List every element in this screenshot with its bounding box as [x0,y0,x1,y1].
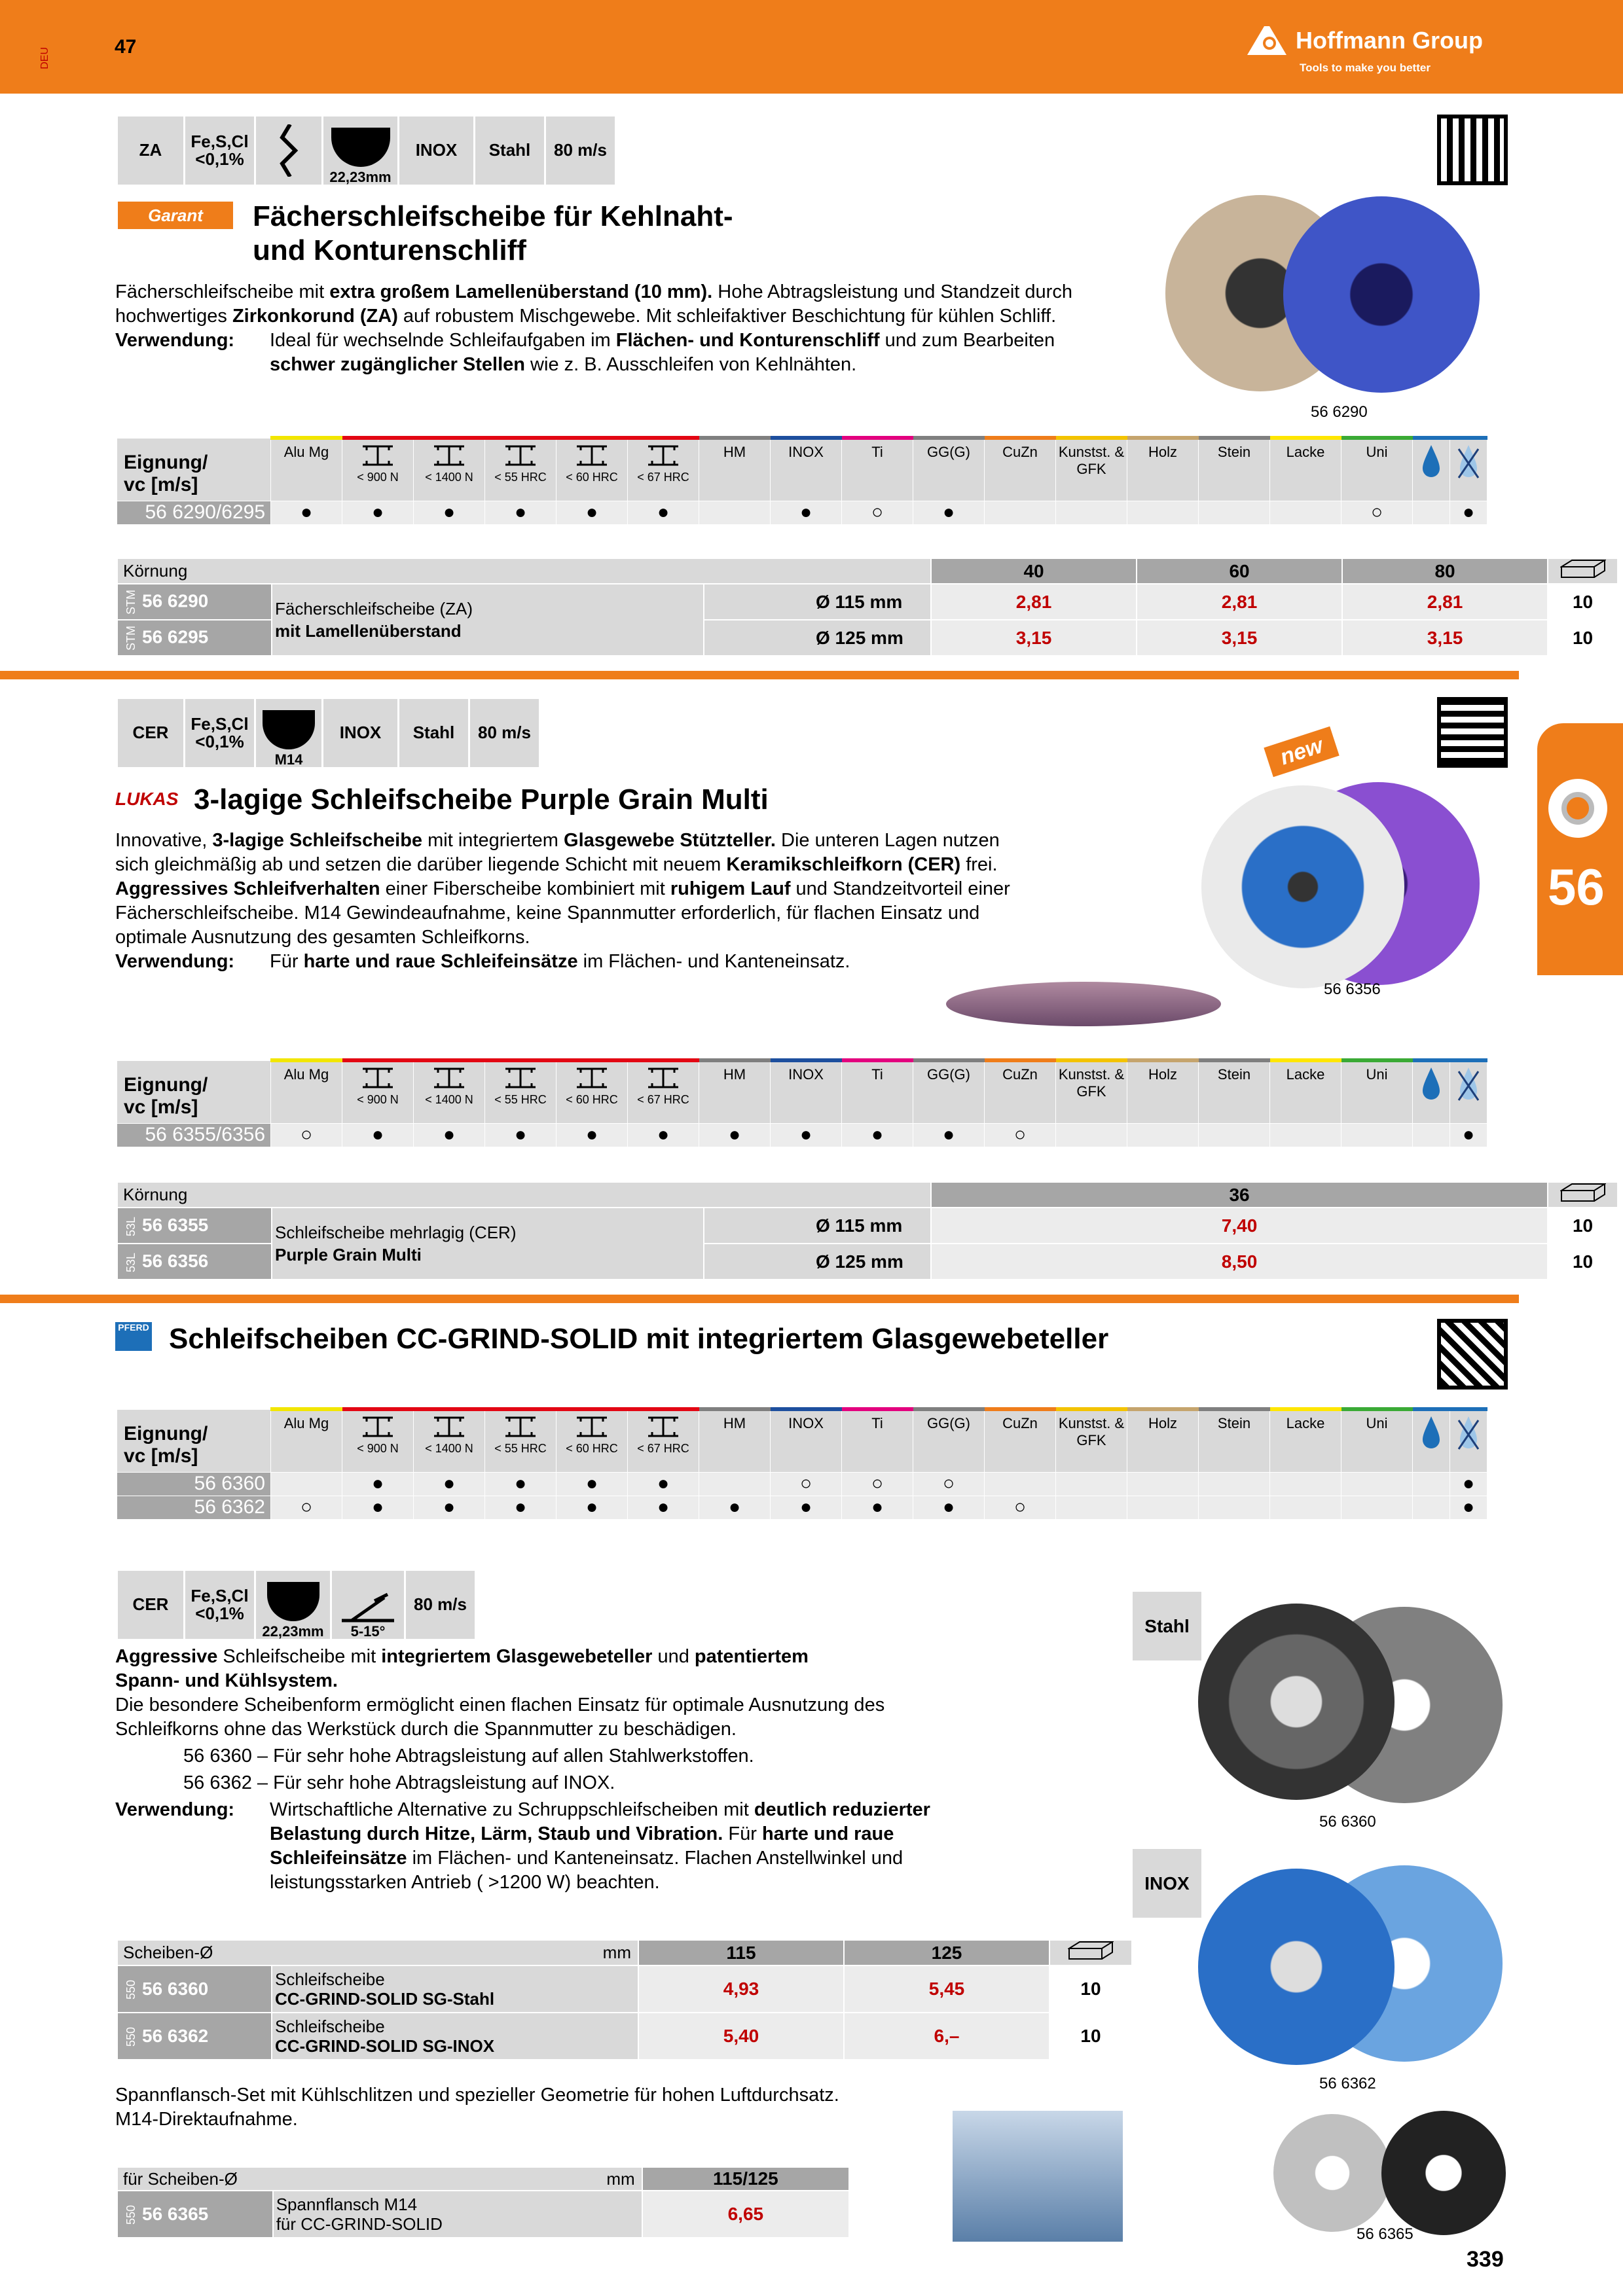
dia-115: Ø 115 mm [704,1208,931,1244]
suitability-grid [117,1407,1487,1520]
drop-icon [1420,1066,1442,1102]
suitability-dot [1127,1496,1199,1519]
tag-fe: Fe,S,Cl <0,1% [185,1571,254,1639]
section3-tags [118,1571,475,1639]
image-caption-566362: 56 6362 [1319,2075,1376,2092]
section2-title: 3-lagige Schleifscheibe Purple Grain Multi [194,783,769,816]
coolant-col [1413,1409,1450,1472]
dia-125: Ø 125 mm [704,620,931,656]
dia-115: Ø 115 mm [704,584,931,620]
suitability-dot: ● [628,1496,699,1519]
suitability-col: GG(G) [913,1060,985,1123]
tag-shape [256,117,321,185]
steel-beam-icon [431,444,467,467]
price-table-3 [117,1939,1133,2060]
suitability-col: INOX [771,1409,842,1472]
suitability-dot: ● [699,1123,771,1147]
suitability-dot: ● [342,1496,414,1519]
label-stahl: Stahl [1133,1592,1201,1660]
flange-description: Spannflansch-Set mit Kühlschlitzen und spezieller Geometrie für hohen Luftdurchsatz. M14-Direktaufnahme. [115,2085,839,2130]
suitability-dot: ○ [1341,501,1413,524]
size-115: 115 [638,1940,844,1965]
suitability-dot: ● [1450,1472,1487,1496]
size-115-125: 115/125 [642,2167,849,2191]
suitability-dot: ○ [771,1472,842,1496]
suitability-col: INOX [771,1060,842,1123]
suitability-dot [1199,1496,1270,1519]
product-side-view [946,982,1221,1026]
suitability-label: Eignung/ vc [m/s] [117,1060,271,1123]
coolant-col [1450,438,1487,501]
image-caption-566356: 56 6356 [1324,980,1381,998]
suitability-col: CuZn [985,1409,1056,1472]
suitability-dot [1341,1496,1413,1519]
drop-crossed-icon [1457,444,1480,479]
image-caption-566290: 56 6290 [1311,403,1368,421]
pack-qty: 10 [1548,620,1618,656]
suitability-col: Holz [1127,1409,1199,1472]
suitability-col: Alu Mg [271,438,342,501]
suitability-col: < 60 HRC [556,438,628,501]
product-desc: Spannflansch M14 für CC-GRIND-SOLID [273,2191,642,2238]
coolant-col [1413,438,1450,501]
product-desc: Fächerschleifscheibe (ZA) mit Lamellenüberstand [272,584,704,656]
suitability-dot: ● [556,1123,628,1147]
suitability-col: < 67 HRC [628,438,699,501]
suitability-dot: ● [342,1472,414,1496]
suitability-dot [699,501,771,524]
drop-crossed-icon [1457,1066,1480,1102]
section1-tags [118,117,615,185]
dia-label: Scheiben-Ø mm [117,1940,638,1965]
suitability-dot [1341,1123,1413,1147]
tag-speed: 80 m/s [470,699,539,767]
tag-fe: Fe,S,Cl <0,1% [185,117,254,185]
steel-beam-icon [574,1066,610,1090]
suitability-dot: ● [414,1472,485,1496]
grinding-disc-icon [1548,779,1607,838]
steel-beam-icon [360,444,395,467]
price: 3,15 [1342,620,1548,656]
tag-stahl: Stahl [475,117,544,185]
suitability-dot [1341,1472,1413,1496]
suitability-article: 56 6362 [117,1496,271,1519]
suitability-dot: ● [485,1472,556,1496]
pack-qty: 10 [1548,1208,1618,1244]
suitability-dot [1127,1123,1199,1147]
new-badge: new [1264,726,1339,777]
suitability-grid [117,1058,1487,1147]
qr-code-icon[interactable] [1437,115,1508,185]
hoffmann-logo-icon [1247,24,1293,58]
suitability-dot [1413,1472,1450,1496]
suitability-col: < 60 HRC [556,1409,628,1472]
tag-inox: INOX [399,117,473,185]
tag-stahl: Stahl [399,699,468,767]
suitability-dot: ● [485,501,556,524]
product-image-566360-front [1198,1604,1395,1800]
product-desc: Schleifscheibe mehrlagig (CER) Purple Grain Multi [272,1208,704,1280]
price-table-4 [117,2166,850,2238]
tag-bore: 22,23mm [323,117,397,185]
suitability-dot [1270,1496,1341,1519]
suitability-col: < 67 HRC [628,1060,699,1123]
article-566362[interactable]: 550 56 6362 [117,2013,272,2060]
section1-title: Fächerschleifscheibe für Kehlnaht- und Konturenschliff [253,200,733,266]
price: 8,50 [931,1244,1548,1280]
suitability-dot: ● [1450,1496,1487,1519]
pack-icon [1548,558,1618,584]
suitability-dot: ● [1450,1123,1487,1147]
suitability-article: 56 6355/6356 [117,1123,271,1147]
suitability-table-1 [117,436,1487,525]
suitability-dot [699,1472,771,1496]
suitability-dot: ● [913,501,985,524]
suitability-col: Ti [842,438,913,501]
brand-tagline: Tools to make you better [1300,62,1431,74]
suitability-col: < 900 N [342,1409,414,1472]
suitability-col: INOX [771,438,842,501]
product-image-566365-a [1273,2114,1391,2232]
grain-60: 60 [1137,558,1342,584]
grain-label: Körnung [117,1182,931,1208]
suitability-dot [1270,501,1341,524]
garant-logo: Garant [118,202,233,229]
price-table-1 [117,558,1618,656]
steel-beam-icon [646,1066,681,1090]
suitability-article: 56 6360 [117,1472,271,1496]
tag-bore: M14 [256,699,321,767]
suitability-dot: ● [842,1123,913,1147]
label-inox: INOX [1133,1849,1201,1918]
suitability-dot: ● [699,1496,771,1519]
suitability-dot: ○ [913,1472,985,1496]
suitability-dot [1056,1496,1127,1519]
drop-icon [1420,1415,1442,1450]
price-table-2 [117,1181,1618,1280]
suitability-dot [985,501,1056,524]
suitability-table-3 [117,1407,1487,1520]
qr-code-icon[interactable] [1437,697,1508,768]
tag-fe: Fe,S,Cl <0,1% [185,699,254,767]
steel-beam-icon [646,444,681,467]
suitability-dot [1270,1472,1341,1496]
steel-beam-icon [574,444,610,467]
brand-logo [1247,24,1483,58]
tag-grain: ZA [118,117,183,185]
suitability-dot: ● [342,1123,414,1147]
article-566360[interactable]: 550 56 6360 [117,1965,272,2013]
suitability-col: < 67 HRC [628,1409,699,1472]
suitability-col: Holz [1127,438,1199,501]
suitability-dot: ● [913,1123,985,1147]
price: 3,15 [931,620,1137,656]
pack-qty: 10 [1548,584,1618,620]
suitability-dot: ● [913,1496,985,1519]
suitability-dot: ● [414,501,485,524]
article-566355[interactable]: 53L 56 6355 [117,1208,272,1244]
pack-qty: 10 [1548,1244,1618,1280]
suitability-col: CuZn [985,438,1056,501]
suitability-col: Lacke [1270,1409,1341,1472]
suitability-dot: ● [628,501,699,524]
pack-icon [1049,1940,1132,1965]
price: 5,45 [844,1965,1049,2013]
suitability-dot [1413,501,1450,524]
suitability-col: < 60 HRC [556,1060,628,1123]
suitability-col: Holz [1127,1060,1199,1123]
suitability-dot [1056,1123,1127,1147]
brand-name: Hoffmann Group [1296,27,1483,54]
suitability-dot: ● [342,501,414,524]
suitability-dot: ○ [842,1472,913,1496]
suitability-col: Uni [1341,1409,1413,1472]
grain-80: 80 [1342,558,1548,584]
suitability-dot: ○ [842,501,913,524]
suitability-col: < 1400 N [414,1060,485,1123]
article-566365[interactable]: 550 56 6365 [117,2191,273,2238]
image-caption-566360: 56 6360 [1319,1813,1376,1831]
suitability-dot [1270,1123,1341,1147]
chapter-tab[interactable] [1537,723,1623,975]
tag-grain: CER [118,699,183,767]
suitability-dot: ● [556,501,628,524]
suitability-col: GG(G) [913,1409,985,1472]
suitability-dot: ○ [271,1496,342,1519]
suitability-article: 56 6290/6295 [117,501,271,524]
tag-speed: 80 m/s [546,117,615,185]
suitability-col: Kunstst. & GFK [1056,1409,1127,1472]
suitability-col: HM [699,438,771,501]
suitability-dot [1199,1472,1270,1496]
dia-125: Ø 125 mm [704,1244,931,1280]
price: 5,40 [638,2013,844,2060]
suitability-dot: ● [842,1496,913,1519]
pack-icon [1548,1182,1618,1208]
suitability-dot [1413,1123,1450,1147]
steel-beam-icon [503,1066,538,1090]
suitability-dot: ● [556,1472,628,1496]
suitability-col: < 1400 N [414,1409,485,1472]
lukas-logo: LUKAS [115,789,179,809]
suitability-dot: ○ [985,1496,1056,1519]
section2-tags [118,699,539,767]
steel-beam-icon [503,444,538,467]
section3-title: Schleifscheiben CC-GRIND-SOLID mit integriertem Glasgewebeteller [169,1323,1109,1355]
steel-beam-icon [360,1415,395,1439]
tag-speed: 80 m/s [406,1571,475,1639]
flange-dia-label: für Scheiben-Ø mm [117,2167,642,2191]
pack-qty: 10 [1049,1965,1132,2013]
suitability-col: HM [699,1409,771,1472]
price: 2,81 [931,584,1137,620]
steel-beam-icon [503,1415,538,1439]
divider [0,1295,1519,1303]
suitability-dot: ● [628,1472,699,1496]
coolant-col [1450,1060,1487,1123]
steel-beam-icon [431,1066,467,1090]
article-566290[interactable]: STM 56 6290 [117,584,272,620]
suitability-col: < 55 HRC [485,1409,556,1472]
coolant-col [1413,1060,1450,1123]
suitability-col: Alu Mg [271,1409,342,1472]
suitability-dot [1199,501,1270,524]
suitability-dot [271,1472,342,1496]
divider [0,671,1519,679]
suitability-dot: ● [771,1123,842,1147]
page-number: 339 [1467,2247,1504,2272]
section3-description: Aggressive Schleifscheibe mit integriertem Glasgewebeteller und patentiertem Spann- und Kühlsystem. Die besondere Scheibenform ermöglicht einen flachen Einsatz für optimale Ausnutzung des Schleifkorns ohne das Werkstück durch die Spannmutter zu beschädigen. 56 6360 – Für sehr hohe Abtragsleistung auf allen Stahlwerkstoffen. 56 6362 – Für sehr hohe Abtragsleistung auf INOX. Verwendung: Wirtschaftliche Alternative zu Schruppschleifscheiben mit deutlich reduzierter Belastung durch Hitze, Lärm, Staub und Vibration. Für harte und raue Schleifeinsätze im Flächen- und Kanteneinsatz. Flachen Anstellwinkel und leistungsstarken Antrieb ( >1200 W) beachten. [115,1646,930,1893]
suitability-col: Uni [1341,1060,1413,1123]
price: 4,93 [638,1965,844,2013]
suitability-col: < 1400 N [414,438,485,501]
suitability-dot: ○ [271,1123,342,1147]
suitability-col: Kunstst. & GFK [1056,1060,1127,1123]
price: 7,40 [931,1208,1548,1244]
product-image-566365-b [1381,2111,1506,2235]
suitability-table-2 [117,1058,1487,1147]
suitability-col: Lacke [1270,1060,1341,1123]
tag-inox: INOX [323,699,397,767]
size-125: 125 [844,1940,1049,1965]
suitability-col: Uni [1341,438,1413,501]
suitability-col: Stein [1199,1409,1270,1472]
product-image-566356-front [1201,785,1404,988]
image-caption-566365: 56 6365 [1357,2225,1413,2243]
tag-grain: CER [118,1571,183,1639]
tag-angle: 5-15° [332,1571,404,1639]
suitability-dot [1127,1472,1199,1496]
article-566356[interactable]: 53L 56 6356 [117,1244,272,1280]
tag-bore: 22,23mm [256,1571,330,1639]
product-image-566362-front [1198,1869,1395,2065]
suitability-dot [985,1472,1056,1496]
coolant-col [1450,1409,1487,1472]
suitability-col: < 900 N [342,438,414,501]
product-image-566290-front [1283,196,1480,393]
suitability-dot: ● [485,1123,556,1147]
steel-beam-icon [646,1415,681,1439]
price: 6,65 [642,2191,849,2238]
suitability-dot: ● [771,1496,842,1519]
section2-description: Innovative, 3-lagige Schleifscheibe mit integriertem Glasgewebe Stützteller. Die unteren Lagen nutzen sich gleichmäßig ab und setzen die darüber liegende Schicht mit neuem Keramikschleifkorn (CER) frei. Aggressives Schleifverhalten einer Fiberscheibe kombiniert mit ruhigem Lauf und Standzeitvorteil einer Fächerschleifscheibe. M14 Gewindeaufnahme, keine Spannmutter erforderlich, für flachen Einsatz und optimale Ausnutzung des gesamten Schleifkorns. Verwendung: Für harte und raue Schleifeinsätze im Flächen- und Kanteneinsatz. [115,830,1010,972]
suitability-col: Ti [842,1060,913,1123]
suitability-dot: ● [485,1496,556,1519]
drop-icon [1420,444,1442,479]
chapter-number: 56 [1548,858,1605,916]
suitability-dot [1056,501,1127,524]
suitability-dot [1199,1123,1270,1147]
section1-description: Fächerschleifscheibe mit extra großem Lamellenüberstand (10 mm). Hohe Abtragsleistung und Standzeit durch hochwertiges Zirkonkorund (ZA) auf robustem Mischgewebe. Mit schleifaktiver Beschichtung für kühlen Schliff. Verwendung: Ideal für wechselnde Schleifaufgaben im Flächen- und Konturenschliff und zum Bearbeiten schwer zugänglicher Stellen wie z. B. Ausschleifen von Kehlnähten. [115,281,1072,375]
suitability-dot [1413,1496,1450,1519]
suitability-col: Alu Mg [271,1060,342,1123]
suitability-dot [1127,501,1199,524]
suitability-label: Eignung/ vc [m/s] [117,1409,271,1472]
suitability-dot: ● [414,1496,485,1519]
price: 6,– [844,2013,1049,2060]
lang-code: DEU [39,47,50,69]
product-desc: Schleifscheibe CC-GRIND-SOLID SG-INOX [272,2013,638,2060]
page-top-number: 47 [115,36,137,58]
suitability-col: Ti [842,1409,913,1472]
suitability-col: Stein [1199,438,1270,501]
steel-beam-icon [574,1415,610,1439]
suitability-col: Kunstst. & GFK [1056,438,1127,501]
suitability-label: Eignung/ vc [m/s] [117,438,271,501]
suitability-grid [117,436,1487,525]
suitability-dot: ● [771,501,842,524]
article-566295[interactable]: STM 56 6295 [117,620,272,656]
suitability-dot: ● [1450,501,1487,524]
suitability-col: GG(G) [913,438,985,501]
steel-beam-icon [360,1066,395,1090]
grain-label: Körnung [117,558,931,584]
angle-icon [338,1591,397,1624]
depressed-center-icon [276,124,302,177]
suitability-col: < 900 N [342,1060,414,1123]
suitability-col: CuZn [985,1060,1056,1123]
price: 2,81 [1137,584,1342,620]
price: 3,15 [1137,620,1342,656]
suitability-dot: ● [414,1123,485,1147]
suitability-col: HM [699,1060,771,1123]
suitability-dot: ● [556,1496,628,1519]
suitability-col: Lacke [1270,438,1341,501]
suitability-dot: ● [628,1123,699,1147]
suitability-dot [1056,1472,1127,1496]
suitability-col: < 55 HRC [485,1060,556,1123]
suitability-dot: ○ [985,1123,1056,1147]
drop-crossed-icon [1457,1415,1480,1450]
qr-code-icon[interactable] [1437,1319,1508,1390]
steel-beam-icon [431,1415,467,1439]
suitability-col: < 55 HRC [485,438,556,501]
suitability-dot: ● [271,501,342,524]
suitability-col: Stein [1199,1060,1270,1123]
pferd-logo: PFERD [115,1322,152,1351]
grain-40: 40 [931,558,1137,584]
grain-36: 36 [931,1182,1548,1208]
pack-qty: 10 [1049,2013,1132,2060]
price: 2,81 [1342,584,1548,620]
product-desc: Schleifscheibe CC-GRIND-SOLID SG-Stahl [272,1965,638,2013]
product-image-flange-mounted [953,2111,1123,2242]
